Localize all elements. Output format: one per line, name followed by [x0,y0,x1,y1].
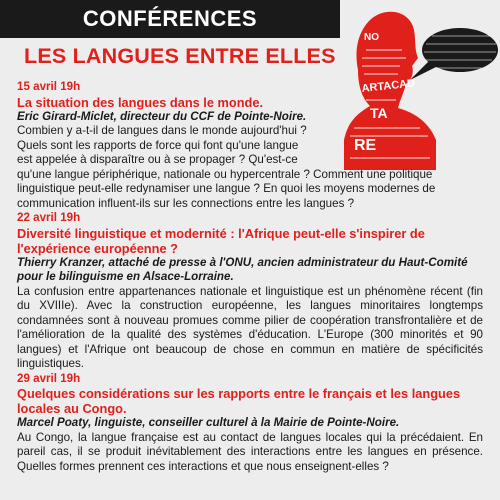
conference-item [17,211,483,372]
section-banner: CONFÉRENCES [0,0,340,38]
conference-description: Au Congo, la langue française est au contact de langues locales qui la précédaient. En pareil cas, il se produit inévitablement des interactions entre les langues en présence. Quelles formes prennent ces interactions et que nous enseignent-elles ? [17,430,483,473]
conference-description-continued: qu'une langue périphérique, nationale ou hypercentrale ? Comment une politique linguistique peut-elle redynamiser une langue ? En quoi les moyens modernes de communication influent-ils sur les connections entre les langues ? [17,167,436,210]
conference-speaker: Eric Girard-Miclet, directeur du CCF de Pointe-Noire. [17,109,307,123]
conference-description: La confusion entre appartenances nationale et linguistique est un phénomène récent (fin du XVIIIe). Avec la construction européenne, les langues minoritaires longtemps condamnées sont à nouveau promues comme pilier de coopération transfrontalière et de l'amélioration de la qualité des systèmes d'éducation. L'Europe (300 minorités et 90 langues) et l'Afrique ont beaucoup de chose en commun en matière de spécificités linguistiques. [17,284,483,370]
conference-item [17,80,483,211]
artwork-word: RE [354,137,377,154]
conference-topic: Quelques considérations sur les rapports entre le français et les langues locales au Congo. [17,386,461,416]
conference-description [17,124,335,168]
artwork-word: TA [370,105,388,121]
conference-topic: Diversité linguistique et modernité : l'Afrique peut-elle s'inspirer de l'expérience européenne ? [17,225,425,256]
conference-list [17,80,483,474]
speech-bubble-icon [410,28,498,80]
conference-date: 29 avril 19h [17,371,81,385]
description-line: est appelée à disparaître ou à se propager ? Qu'est-ce [17,153,298,166]
description-line: Combien y a-t-il de langues dans le monde aujourd'hui ? [17,124,307,137]
description-line: Quels sont les rapports de force qui font qu'une langue [17,138,299,152]
conference-speaker: Marcel Poaty, linguiste, conseiller culturel à la Mairie de Pointe-Noire. [17,416,400,429]
conference-topic: La situation des langues dans le monde. [17,94,264,110]
conference-item [17,372,483,475]
page-title: LES LANGUES ENTRE ELLES [24,44,336,68]
artwork-word: ARTACAD [361,77,416,95]
conference-date: 15 avril 19h [17,80,81,93]
artwork-word: NO [364,32,379,43]
conference-date: 22 avril 19h [17,211,81,224]
conference-speaker: Thierry Kranzer, attaché de presse à l'ONU, ancien administrateur du Haut-Comité pour le bilinguisme en Alsace-Lorraine. [17,255,468,283]
